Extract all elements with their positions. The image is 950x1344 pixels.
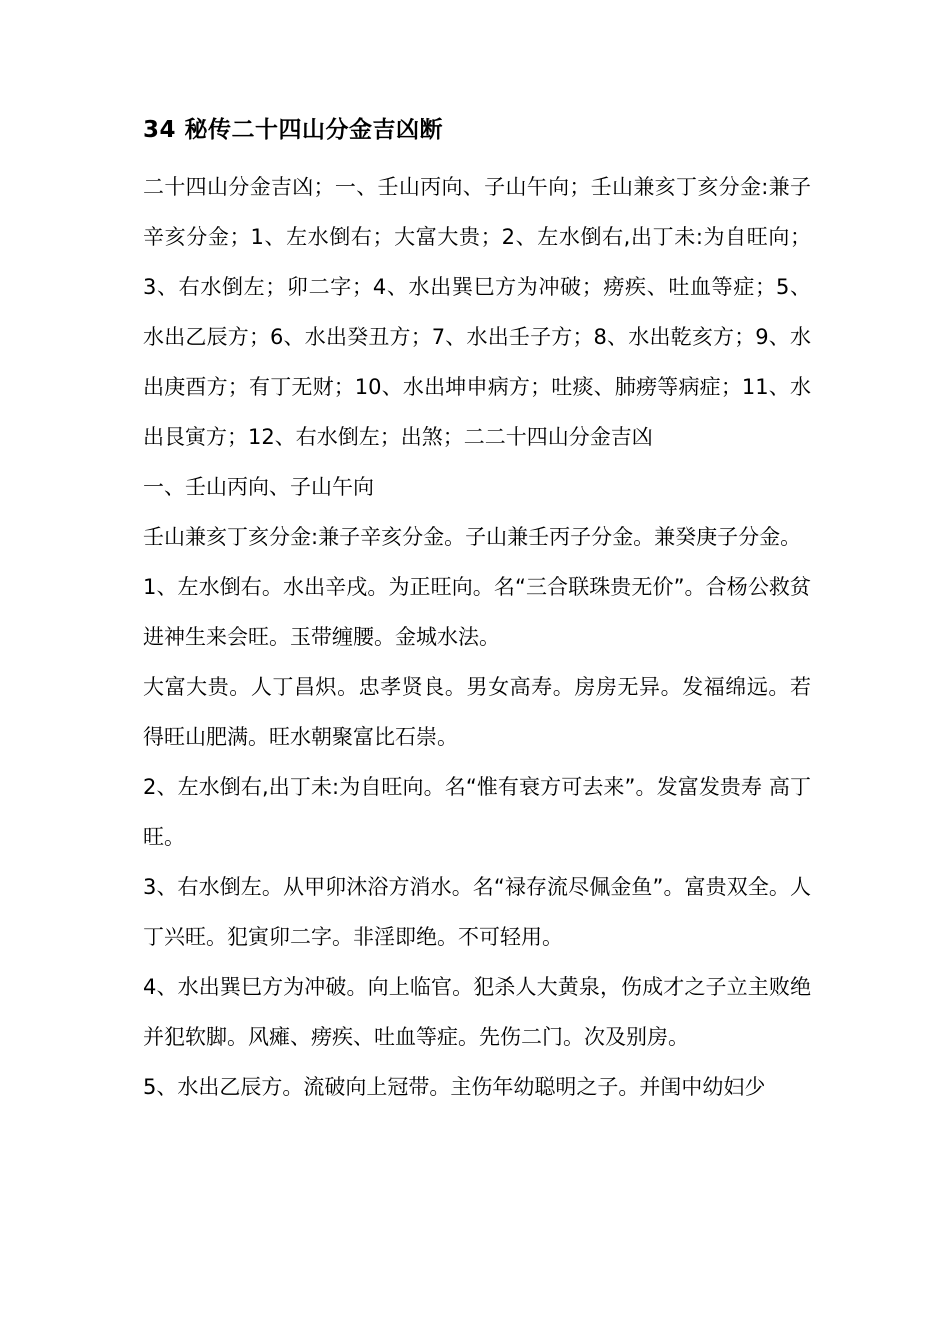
paragraph-item-3: 3、右水倒左。从甲卯沐浴方消水。名“禄存流尽佩金鱼”。富贵双全。人丁兴旺。犯寅卯二字。非淫即绝。不可轻用。 — [143, 875, 811, 949]
document-body — [143, 112, 811, 1112]
paragraph-item-2: 2、左水倒右,出丁未:为自旺向。名“惟有衰方可去来”。发富发贵寿 高丁旺。 — [143, 775, 811, 849]
paragraph-section-heading: 一、壬山丙向、子山午向 — [143, 475, 374, 499]
paragraph-item-1: 1、左水倒右。水出辛戌。为正旺向。名“三合联珠贵无价”。合杨公救贫进神生来会旺。玉带缠腰。金城水法。 — [143, 575, 811, 649]
paragraph-item-1-detail: 大富大贵。人丁昌炽。忠孝贤良。男女高寿。房房无异。发福绵远。若得旺山肥满。旺水朝聚富比石崇。 — [143, 675, 811, 749]
paragraph-fenjin: 壬山兼亥丁亥分金:兼子辛亥分金。子山兼壬丙子分金。兼癸庚子分金。 — [143, 525, 802, 549]
paragraph-item-5: 5、水出乙辰方。流破向上冠带。主伤年幼聪明之子。并闺中幼妇少 — [143, 1075, 766, 1099]
document-title: 34 秘传二十四山分金吉凶断 — [143, 117, 444, 143]
paragraph-item-4: 4、水出巽巳方为冲破。向上临官。犯杀人大黄泉，伤成才之子立主败绝并犯软脚。风瘫、痨疾、吐血等症。先伤二门。次及别房。 — [143, 975, 811, 1049]
paragraph-summary: 二十四山分金吉凶；一、壬山丙向、子山午向；壬山兼亥丁亥分金:兼子辛亥分金；1、左水倒右；大富大贵；2、左水倒右,出丁未:为自旺向；3、右水倒左；卯二字；4、水出巽巳方为冲破；痨疾、吐血等症；5、水出乙辰方；6、水出癸丑方；7、水出壬子方；8、水出乾亥方；9、水出庚酉方；有丁无财；10、水出坤申病方；吐痰、肺痨等病症；11、水出艮寅方；12、右水倒左；出煞；二二十四山分金吉凶 — [143, 175, 811, 449]
